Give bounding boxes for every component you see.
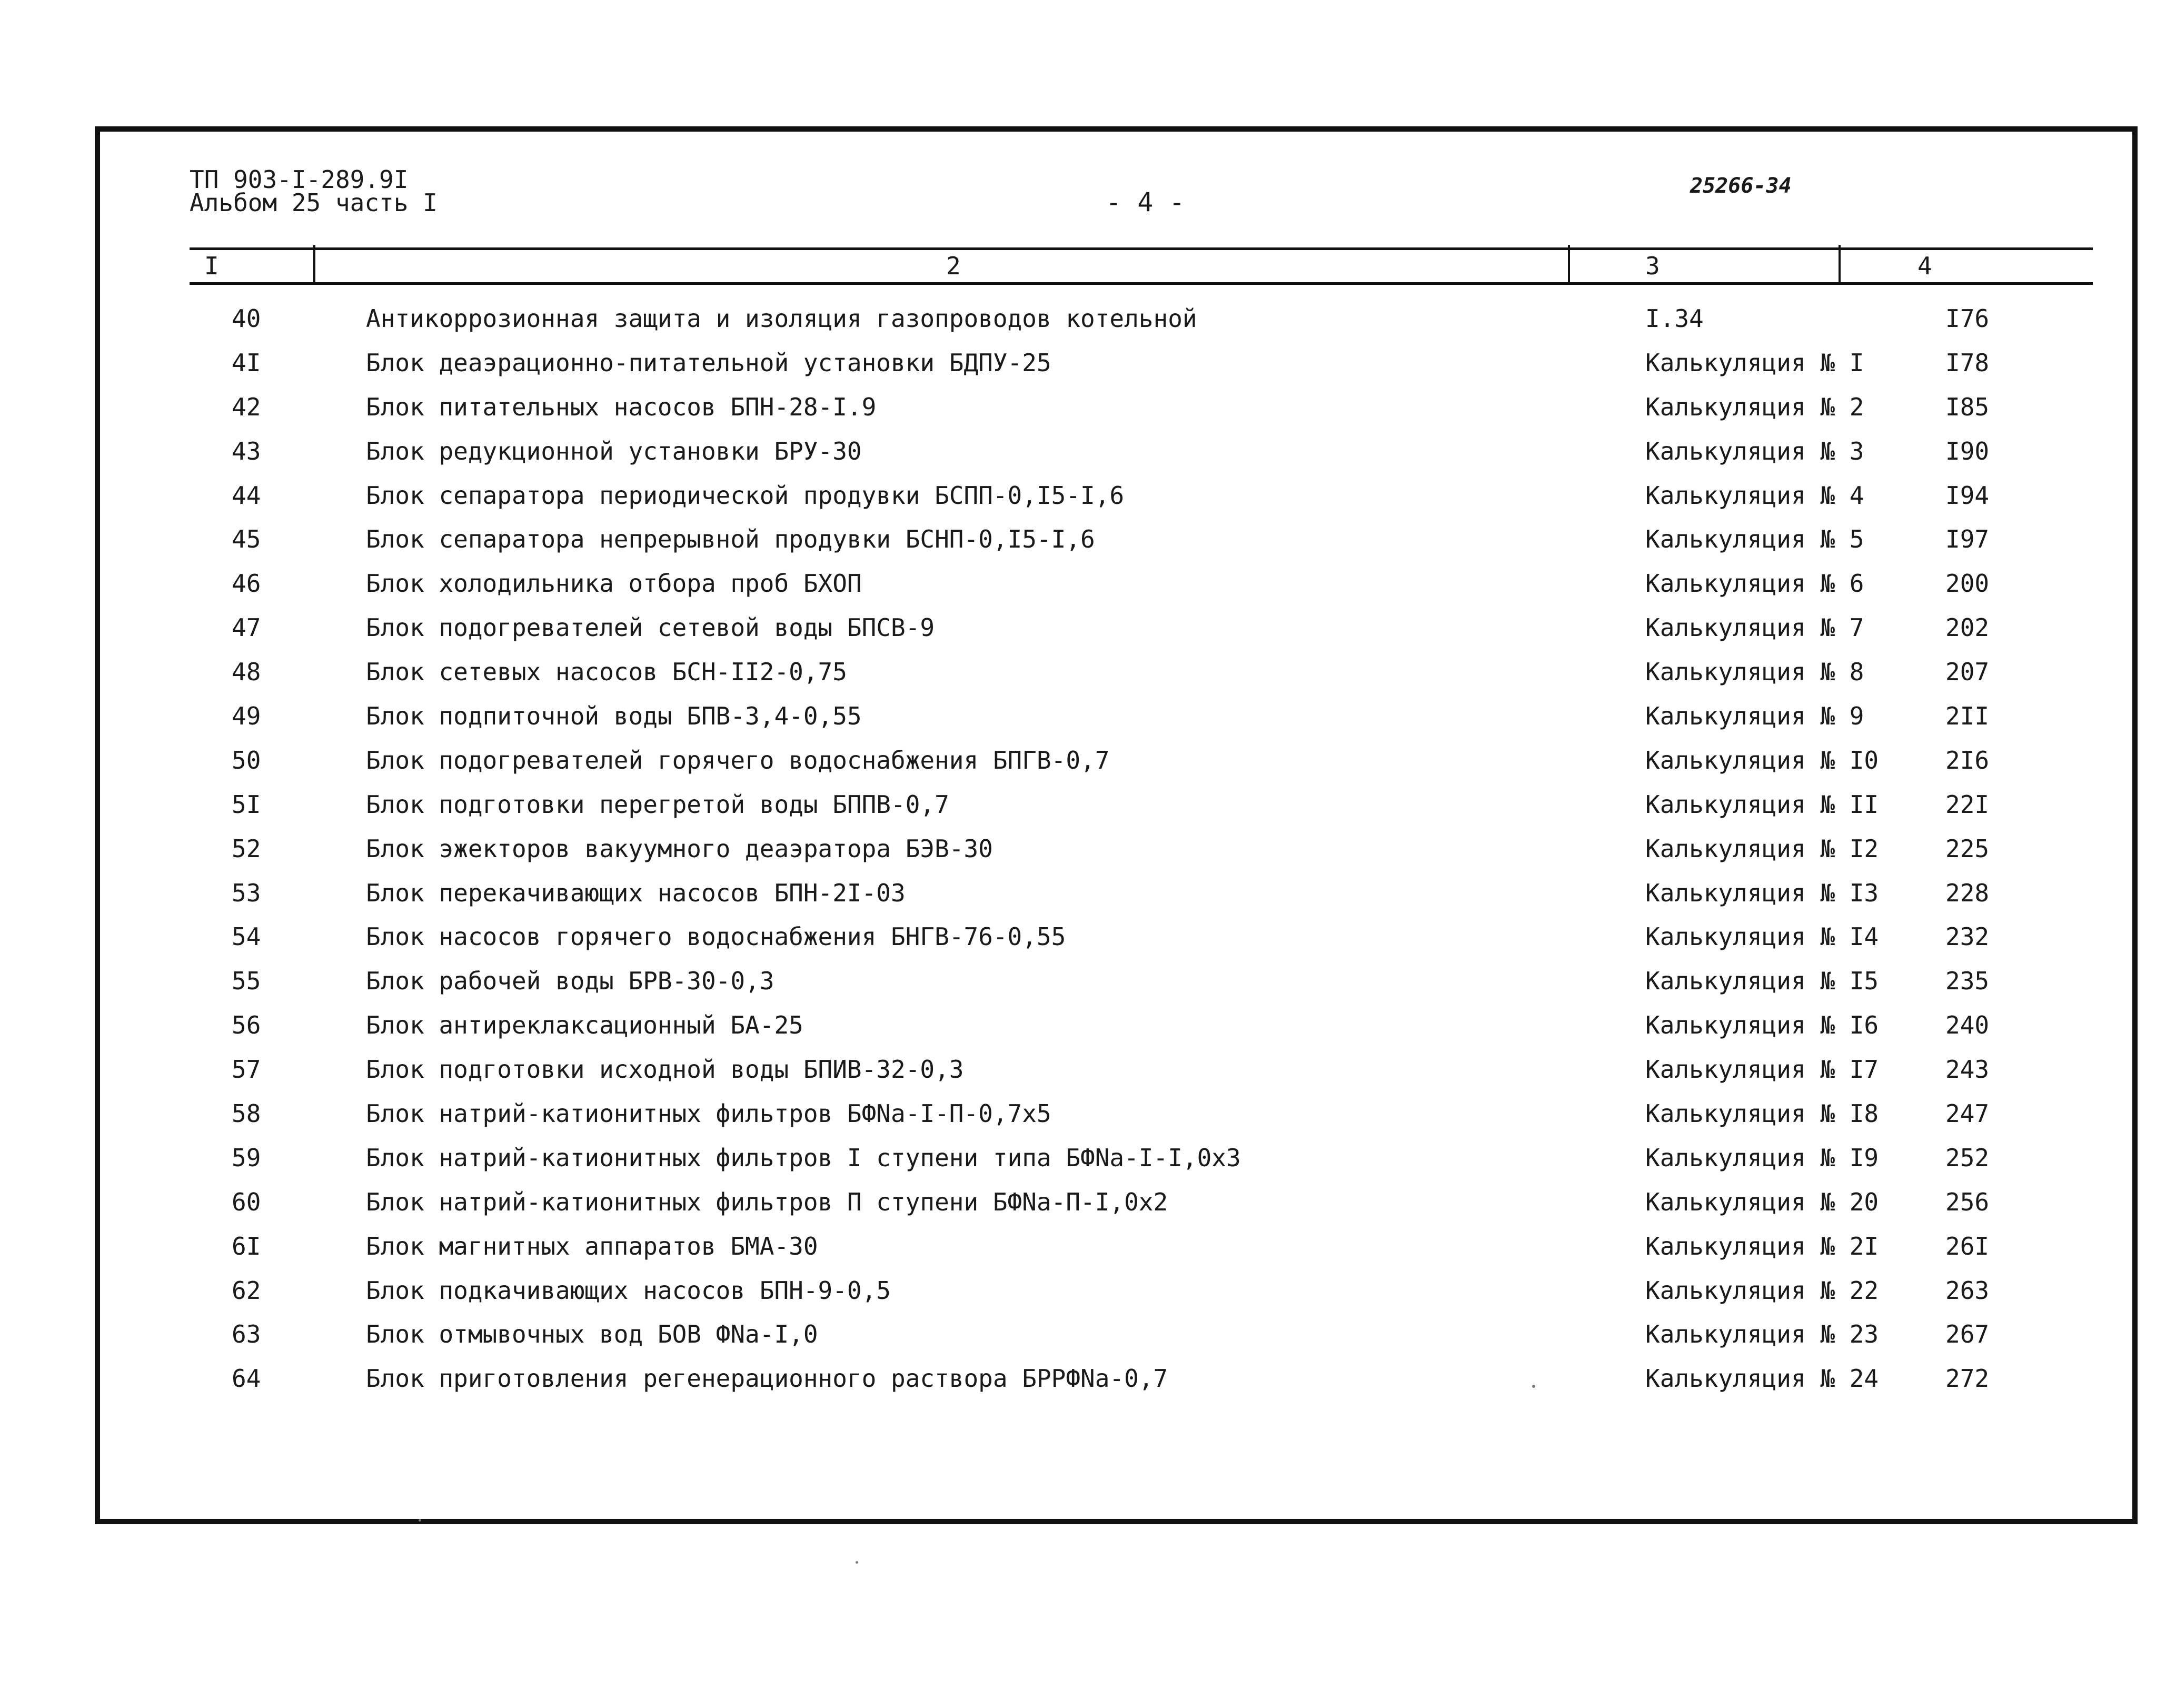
table-header-top-rule — [190, 247, 2093, 250]
row-number: 45 — [232, 525, 261, 554]
row-reference: Калькуляция № I9 — [1645, 1143, 1879, 1172]
row-page: 240 — [1945, 1011, 1990, 1040]
column-divider — [1839, 245, 1841, 284]
row-number: 43 — [232, 436, 261, 465]
table-row — [0, 433, 2176, 477]
row-reference: Калькуляция № 8 — [1645, 658, 1864, 687]
column-header: 2 — [946, 252, 961, 280]
table-row — [0, 830, 2176, 875]
row-reference: Калькуляция № 20 — [1645, 1187, 1879, 1216]
row-page: 232 — [1945, 922, 1990, 951]
row-page: 202 — [1945, 613, 1990, 642]
row-number: 6I — [232, 1232, 261, 1260]
row-name: Блок магнитных аппаратов БМА-30 — [366, 1232, 818, 1260]
scan-speck — [1532, 1385, 1535, 1388]
document-id: ТП 903-I-289.9I — [190, 165, 409, 194]
row-name: Блок антиреклаксационный БА-25 — [366, 1011, 803, 1040]
column-divider — [313, 245, 315, 284]
row-page: 200 — [1945, 569, 1990, 598]
row-reference: Калькуляция № 3 — [1645, 436, 1864, 465]
row-reference: Калькуляция № 5 — [1645, 525, 1864, 554]
row-name: Блок подогревателей горячего водоснабжения БПГВ-0,7 — [366, 746, 1110, 774]
row-reference: Калькуляция № 22 — [1645, 1276, 1879, 1305]
row-number: 46 — [232, 569, 261, 598]
row-number: 55 — [232, 967, 261, 996]
table-row — [0, 344, 2176, 389]
row-reference: Калькуляция № 2 — [1645, 392, 1864, 421]
row-number: 62 — [232, 1276, 261, 1305]
table-row — [0, 609, 2176, 653]
row-page: 228 — [1945, 878, 1990, 907]
table-body — [0, 300, 2176, 1404]
row-name: Блок натрий-катионитных фильтров П ступени БФNa-П-I,0х2 — [366, 1187, 1168, 1216]
table-row — [0, 1095, 2176, 1139]
row-reference: Калькуляция № I0 — [1645, 746, 1879, 774]
row-name: Блок сепаратора периодической продувки БСПП-0,I5-I,6 — [366, 481, 1125, 510]
row-page: 2II — [1945, 702, 1990, 731]
table-row — [0, 521, 2176, 565]
row-name: Антикоррозионная защита и изоляция газопроводов котельной — [366, 304, 1197, 333]
row-name: Блок отмывочных вод БОВ ФNa-I,0 — [366, 1320, 818, 1349]
row-number: 60 — [232, 1187, 261, 1216]
row-reference: Калькуляция № 9 — [1645, 702, 1864, 731]
table-row — [0, 875, 2176, 919]
row-reference: Калькуляция № I5 — [1645, 967, 1879, 996]
row-number: 63 — [232, 1320, 261, 1349]
row-page: 256 — [1945, 1187, 1990, 1216]
table-row — [0, 477, 2176, 521]
row-reference: Калькуляция № 7 — [1645, 613, 1864, 642]
row-reference: Калькуляция № I4 — [1645, 922, 1879, 951]
row-name: Блок приготовления регенерационного раствора БРРФNa-0,7 — [366, 1364, 1168, 1393]
row-page: 2I6 — [1945, 746, 1990, 774]
row-page: I78 — [1945, 348, 1990, 377]
scan-speck — [419, 1519, 421, 1522]
table-row — [0, 1051, 2176, 1095]
table-row — [0, 300, 2176, 344]
row-name: Блок подготовки исходной воды БПИВ-32-0,3 — [366, 1055, 964, 1084]
row-number: 4I — [232, 348, 261, 377]
row-reference: Калькуляция № I2 — [1645, 834, 1879, 863]
row-reference: Калькуляция № I8 — [1645, 1099, 1879, 1128]
page-number: - 4 - — [1106, 187, 1185, 217]
row-reference: Калькуляция № I6 — [1645, 1011, 1879, 1040]
table-row — [0, 1184, 2176, 1228]
row-reference: Калькуляция № 4 — [1645, 481, 1864, 510]
row-name: Блок подкачивающих насосов БПН-9-0,5 — [366, 1276, 891, 1305]
row-name: Блок эжекторов вакуумного деаэратора БЭВ-30 — [366, 834, 993, 863]
row-name: Блок перекачивающих насосов БПН-2I-03 — [366, 878, 906, 907]
table-row — [0, 1007, 2176, 1051]
row-name: Блок сепаратора непрерывной продувки БСНП-0,I5-I,6 — [366, 525, 1095, 554]
row-name: Блок холодильника отбора проб БХОП — [366, 569, 862, 598]
table-row — [0, 565, 2176, 609]
row-name: Блок насосов горячего водоснабжения БНГВ-76-0,55 — [366, 922, 1066, 951]
row-name: Блок подпиточной воды БПВ-3,4-0,55 — [366, 702, 862, 731]
row-number: 58 — [232, 1099, 261, 1128]
row-number: 64 — [232, 1364, 261, 1393]
row-name: Блок сетевых насосов БСН-II2-0,75 — [366, 658, 847, 687]
table-row — [0, 1272, 2176, 1316]
table-row — [0, 742, 2176, 786]
row-reference: Калькуляция № I — [1645, 348, 1864, 377]
row-number: 54 — [232, 922, 261, 951]
row-number: 42 — [232, 392, 261, 421]
table-header-bottom-rule — [190, 282, 2093, 285]
column-header: 4 — [1917, 252, 1932, 280]
row-page: 247 — [1945, 1099, 1990, 1128]
row-page: 26I — [1945, 1232, 1990, 1260]
row-number: 40 — [232, 304, 261, 333]
album-label: Альбом 25 часть I — [190, 188, 438, 217]
column-header: I — [204, 252, 219, 280]
row-page: 263 — [1945, 1276, 1990, 1305]
row-number: 57 — [232, 1055, 261, 1084]
table-row — [0, 918, 2176, 962]
row-number: 44 — [232, 481, 261, 510]
row-reference: Калькуляция № I3 — [1645, 878, 1879, 907]
row-number: 48 — [232, 658, 261, 687]
row-number: 52 — [232, 834, 261, 863]
row-page: I85 — [1945, 392, 1990, 421]
table-row — [0, 1360, 2176, 1404]
row-reference: Калькуляция № II — [1645, 790, 1879, 819]
table-row — [0, 786, 2176, 830]
row-page: 22I — [1945, 790, 1990, 819]
row-number: 49 — [232, 702, 261, 731]
row-page: 207 — [1945, 658, 1990, 687]
table-row — [0, 962, 2176, 1007]
column-header: 3 — [1645, 252, 1660, 280]
row-number: 56 — [232, 1011, 261, 1040]
row-page: 243 — [1945, 1055, 1990, 1084]
row-name: Блок рабочей воды БРВ-30-0,3 — [366, 967, 774, 996]
row-name: Блок натрий-катионитных фильтров БФNa-I-П-0,7х5 — [366, 1099, 1051, 1128]
table-row — [0, 1228, 2176, 1272]
row-name: Блок редукционной установки БРУ-30 — [366, 436, 862, 465]
row-page: I76 — [1945, 304, 1990, 333]
row-reference: Калькуляция № 6 — [1645, 569, 1864, 598]
scan-speck — [856, 1561, 858, 1564]
table-row — [0, 698, 2176, 742]
row-page: I97 — [1945, 525, 1990, 554]
table-row — [0, 1139, 2176, 1184]
row-number: 59 — [232, 1143, 261, 1172]
row-reference: I.34 — [1645, 304, 1704, 333]
row-number: 47 — [232, 613, 261, 642]
row-name: Блок питательных насосов БПН-28-I.9 — [366, 392, 877, 421]
table-row — [0, 653, 2176, 698]
row-page: 267 — [1945, 1320, 1990, 1349]
row-page: 272 — [1945, 1364, 1990, 1393]
row-number: 50 — [232, 746, 261, 774]
row-page: 225 — [1945, 834, 1990, 863]
row-reference: Калькуляция № 2I — [1645, 1232, 1879, 1260]
row-page: I94 — [1945, 481, 1990, 510]
row-name: Блок подогревателей сетевой воды БПСВ-9 — [366, 613, 935, 642]
row-name: Блок деаэрационно-питательной установки БДПУ-25 — [366, 348, 1051, 377]
row-page: 235 — [1945, 967, 1990, 996]
row-name: Блок подготовки перегретой воды БППВ-0,7 — [366, 790, 949, 819]
row-page: I90 — [1945, 436, 1990, 465]
row-reference: Калькуляция № I7 — [1645, 1055, 1879, 1084]
table-row — [0, 1316, 2176, 1360]
table-row — [0, 389, 2176, 433]
document-code: 25266-34 — [1690, 174, 1792, 198]
row-name: Блок натрий-катионитных фильтров I ступени типа БФNa-I-I,0х3 — [366, 1143, 1241, 1172]
column-divider — [1568, 245, 1570, 284]
row-number: 53 — [232, 878, 261, 907]
row-page: 252 — [1945, 1143, 1990, 1172]
row-reference: Калькуляция № 24 — [1645, 1364, 1879, 1393]
row-reference: Калькуляция № 23 — [1645, 1320, 1879, 1349]
row-number: 5I — [232, 790, 261, 819]
